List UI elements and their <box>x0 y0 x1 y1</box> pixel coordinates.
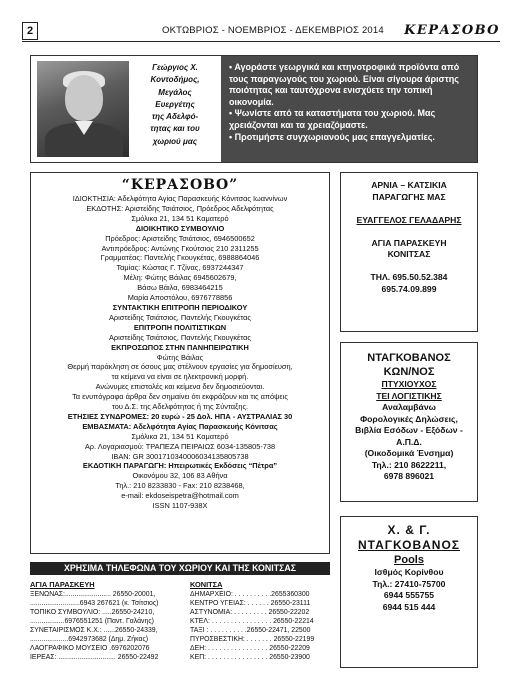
phone-entry: ΔΕΗ: . . . . . . . . . . . . . . . . 26550-22209 <box>190 645 310 653</box>
ad-line: (Οικοδομικά Ένσημα) <box>364 448 454 458</box>
phones-title: ΧΡΗΣΙΜΑ ΤΗΛΕΦΩΝΑ ΤΟΥ ΧΩΡΙΟΥ ΚΑΙ ΤΗΣ ΚΟΝΙΤΣΑΣ <box>30 562 330 575</box>
ad-line: Τηλ.: 27410-75700 <box>372 578 446 589</box>
phone-entry: ΠΥΡΟΣΒΕΣΤΙΚΗ: . . . . . . . 26550-22199 <box>190 635 315 643</box>
advice-panel <box>221 56 477 162</box>
masthead-line: τα κείμενα να είναι σε ηλεκτρονική μορφή. <box>111 372 249 382</box>
masthead-line: Ανώνυμες επιστολές και κείμενα δεν δημοσιεύονται. <box>95 382 265 392</box>
ad-line: ΤΗΛ. 695.50.52.384 <box>370 272 448 282</box>
phone-entry: ..................6976551251 (Παντ. Γαλάνης) <box>30 617 154 625</box>
newspaper-brand: ΚΕΡΑΣΟΒΟ <box>404 23 500 38</box>
ad-line: 6944 515 444 <box>382 601 436 612</box>
masthead-line: Σμόλικα 21, 134 51 Καματερό <box>131 431 229 441</box>
masthead-line: ΙΔΙΟΚΤΗΣΙΑ: Αδελφότητα Αγίας Παρασκευής Κόνιτσας Ιωαννίνων <box>72 194 288 203</box>
masthead-line: Ταμίας: Κώστας Γ. Τζίνας, 6937244347 <box>116 263 244 273</box>
ad-pools <box>340 516 478 668</box>
masthead-line: Αρ. Λογαριασμού: ΤΡΑΠΕΖΑ ΠΕΙΡΑΙΩΣ 6034-135805-738 <box>84 441 276 451</box>
ad-line <box>341 226 477 238</box>
ad-line: 6944 555755 <box>383 590 435 600</box>
masthead-line: του Δ.Σ. της Αδελφότητας ή της Σύνταξης. <box>111 402 249 412</box>
phone-entry: ΚΤΕΛ: . . . . . . . . . . . . . . . . 26550-22214 <box>190 617 314 625</box>
ad-line: ΝΤΑΓΚΟΒΑΝΟΣ <box>358 538 460 552</box>
advice-bullet: • Ψωνίστε από τα καταστήματα του χωριού. Μας χρειάζονται και τα χρειαζόμαστε. <box>229 108 436 130</box>
caption-line: της Αδελφό- <box>151 112 199 122</box>
ad-line: 695.74.09.899 <box>381 283 437 294</box>
ad-line: Χ. & Γ. <box>387 523 431 537</box>
phones-agia-paraskevi <box>30 580 180 662</box>
masthead-line: e-mail: ekdoseispetra@hotmail.com <box>121 491 239 501</box>
caption-line: Μεγάλος <box>158 87 192 97</box>
phone-entry: ΑΣΤΥΝΟΜΙΑ: . . . . . . . . . 26550-22202 <box>190 608 310 616</box>
ad-line: Pools <box>394 554 424 566</box>
ad-line: ΤΕΙ ΛΟΓΙΣΤΙΚΗΣ <box>376 390 442 401</box>
masthead-line: Αντιπρόεδρος: Αντώνης Γκούτσιος 210 2311255 <box>101 243 259 253</box>
masthead-line: Τα ενυπόγραφα άρθρα δεν σημαίνει ότι εκφράζουν και τις απόψεις <box>72 392 288 402</box>
benefactor-box <box>30 55 478 163</box>
masthead-line: ΕΚΔΟΤΙΚΗ ΠΑΡΑΓΩΓΗ: Ηπειρωτικές Εκδόσεις “Πέτρα” <box>82 461 278 471</box>
caption-line: τητας και του <box>150 124 200 134</box>
ad-line: Ισθμός Κορίνθου <box>374 567 444 577</box>
masthead-line: ΔΙΟΙΚΗΤΙΚΟ ΣΥΜΒΟΥΛΙΟ <box>135 223 225 233</box>
phone-entry: ΙΕΡΕΑΣ: .............................. 26550-22492 <box>30 654 159 662</box>
ad-line <box>341 261 477 273</box>
masthead-line: ΕΜΒΑΣΜΑΤΑ: Αδελφότητα Αγίας Παρασκευής Κόνιτσας <box>82 421 278 431</box>
ad-line: ΑΓΙΑ ΠΑΡΑΣΚΕΥΗ <box>371 237 447 248</box>
masthead-line: Μέλη: Φώτης Βάιλας 6945602679, <box>123 273 237 283</box>
phone-entry: ΤΑΞΙ : . . . . . . . . . .26550-22471, 22500 <box>190 626 311 634</box>
caption-line: Γεώργιος Χ. <box>152 63 198 72</box>
masthead-line: Οικονόμου 32, 106 83 Αθήνα <box>132 471 228 481</box>
phone-entry: ΣΥΝΕΤΑΙΡΙΣΜΟΣ Κ.Χ.: ......26550-24339, <box>30 626 158 634</box>
ad-line: ΠΤΥΧΙΟΥΧΟΣ <box>381 379 437 389</box>
page-header <box>22 22 500 42</box>
advice-bullet: • Αγοράστε γεωργικά και κτηνοτροφικά προϊόντα από τους παραγωγούς του χωριού. Είναι σίγουρα άριστης ποιότητας και ταυτόχρονα ενισχύετε την τοπική οικονομία. <box>229 62 460 107</box>
masthead-line: Θερμή παράκληση σε όσους μας στέλνουν εργασίες για δημοσίευση, <box>67 362 293 372</box>
ad-line: ΚΩΝ/ΝΟΣ <box>383 366 435 378</box>
ad-line <box>341 203 477 215</box>
masthead-line: ΣΥΝΤΑΚΤΙΚΗ ΕΠΙΤΡΟΠΗ ΠΕΡΙΟΔΙΚΟΥ <box>112 302 248 312</box>
phones-konitsa <box>190 580 330 662</box>
useful-phones <box>30 562 330 670</box>
masthead-line: ΕΚΔΟΤΗΣ: Αριστείδης Τσιάτσιος, Πρόεδρος Αδελφότητας <box>86 203 274 213</box>
masthead-line: ΕΤΗΣΙΕΣ ΣΥΝΔΡΟΜΕΣ: 20 ευρώ - 25 Δολ. ΗΠΑ - ΑΥΣΤΡΑΛΙΑΣ 30 <box>67 411 293 421</box>
phones-right-heading: ΚΟΝΙΤΣΑ <box>190 580 223 589</box>
masthead-line: Τηλ.: 210 8233830 - Fax: 210 8238468, <box>115 481 245 491</box>
masthead-line: IBAN: GR 3001710340006034135805738 <box>111 451 249 461</box>
caption-line: Κοντοδήμος, <box>150 75 200 85</box>
ad-line: 6978 896021 <box>383 471 435 481</box>
portrait-photo <box>37 61 129 157</box>
masthead-line: ΕΠΙΤΡΟΠΗ ΠΟΛΙΤΙΣΤΙΚΩΝ <box>133 322 227 332</box>
ad-line: ΠΑΡΑΓΩΓΗΣ ΜΑΣ <box>372 191 446 202</box>
masthead-line: Φώτης Βάιλας <box>156 352 204 362</box>
portrait-head <box>65 75 103 121</box>
masthead-lines <box>31 194 329 511</box>
ad-accountant <box>340 342 478 502</box>
phone-entry: ΤΟΠΙΚΟ ΣΥΜΒΟΥΛΙΟ: .....26550-24210, <box>30 608 155 616</box>
masthead-line: Αριστείδης Τσιάτσιος, Παντελής Γκουγκέτας <box>109 332 251 342</box>
caption-line: χωριού μας <box>152 136 198 146</box>
ad-line: Βιβλία Εσόδων - Εξόδων - <box>355 425 463 435</box>
ad-line: ΚΟΝΙΤΣΑΣ <box>387 249 431 259</box>
ad-line: Α.Π.Δ. <box>396 436 422 447</box>
ad-line: Τηλ.: 210 8622211, <box>371 459 447 470</box>
phone-entry: ΞΕΝΩΝΑΣ:........................ 26550-20001, <box>30 590 156 598</box>
masthead-line: Σμόλικα 21, 134 51 Καματερό <box>131 213 229 223</box>
phone-entry: ....................6942973682 (Δημ. Ζήκας) <box>30 635 149 643</box>
masthead-line: Πρόεδρος: Αριστείδης Τσιάτσιος, 6946500652 <box>105 233 255 243</box>
phone-entry: ΔΗΜΑΡΧΕΙΟ: . . . . . . . . . .2655360300 <box>190 590 310 598</box>
ad-line: Φορολογικές Δηλώσεις, <box>360 413 458 424</box>
photo-area <box>31 56 221 162</box>
ad-lambs-goats <box>340 172 478 332</box>
photo-caption <box>133 62 217 148</box>
masthead-line: ΕΚΠΡΟΣΩΠΟΣ ΣΤΗΝ ΠΑΝΗΠΕΙΡΩΤΙΚΗ <box>111 342 249 352</box>
ad-line: ΝΤΑΓΚΟΒΑΝΟΣ <box>367 352 451 364</box>
phone-entry: ..........................6943 267621 (κ. Τσίτσιος) <box>30 599 159 607</box>
phones-left-heading: ΑΓΙΑ ΠΑΡΑΣΚΕΥΗ <box>30 580 95 589</box>
caption-line: Ευεργέτης <box>155 99 195 109</box>
masthead-line: Μαρία Αποστόλου, 6976778856 <box>127 293 233 303</box>
advice-bullet: • Προτιμήστε συγχωριανούς μας επαγγελματίες. <box>229 131 435 142</box>
phone-entry: ΛΑΟΓΡΑΦΙΚΟ ΜΟΥΣΕΙΟ .6976202076 <box>30 645 150 653</box>
masthead-info-box <box>30 172 330 554</box>
page-number: 2 <box>22 22 38 40</box>
masthead-title: “ΚΕΡΑΣΟΒΟ” <box>121 177 239 193</box>
phone-entry: ΚΕΝΤΡΟ ΥΓΕΙΑΣ: . . . . . . 26550-23111 <box>190 599 311 607</box>
masthead-line: Γραμματέας: Παντελής Γκουγκέτας, 6988864046 <box>100 253 260 263</box>
masthead-line: Βάσω Βάιλα, 6983464215 <box>137 283 223 293</box>
ad-line: Αναλαμβάνω <box>382 402 436 412</box>
masthead-line: ISSN 1107-938X <box>152 501 208 511</box>
ad-line: ΑΡΝΙΑ – ΚΑΤΣΙΚΙΑ <box>371 180 447 190</box>
phone-entry: ΚΕΠ: . . . . . . . . . . . . . . . . 26550-23900 <box>190 654 310 662</box>
masthead-line: Αριστείδης Τσιάτσιος, Παντελής Γκουγκέτας <box>109 312 251 322</box>
ad-line: ΕΥΑΓΓΕΛΟΣ ΓΕΛΑΔΑΡΗΣ <box>356 214 462 225</box>
issue-date: ΟΚΤΩΒΡΙΟΣ - ΝΟΕΜΒΡΙΟΣ - ΔΕΚΕΜΒΡΙΟΣ 2014 <box>162 25 384 36</box>
